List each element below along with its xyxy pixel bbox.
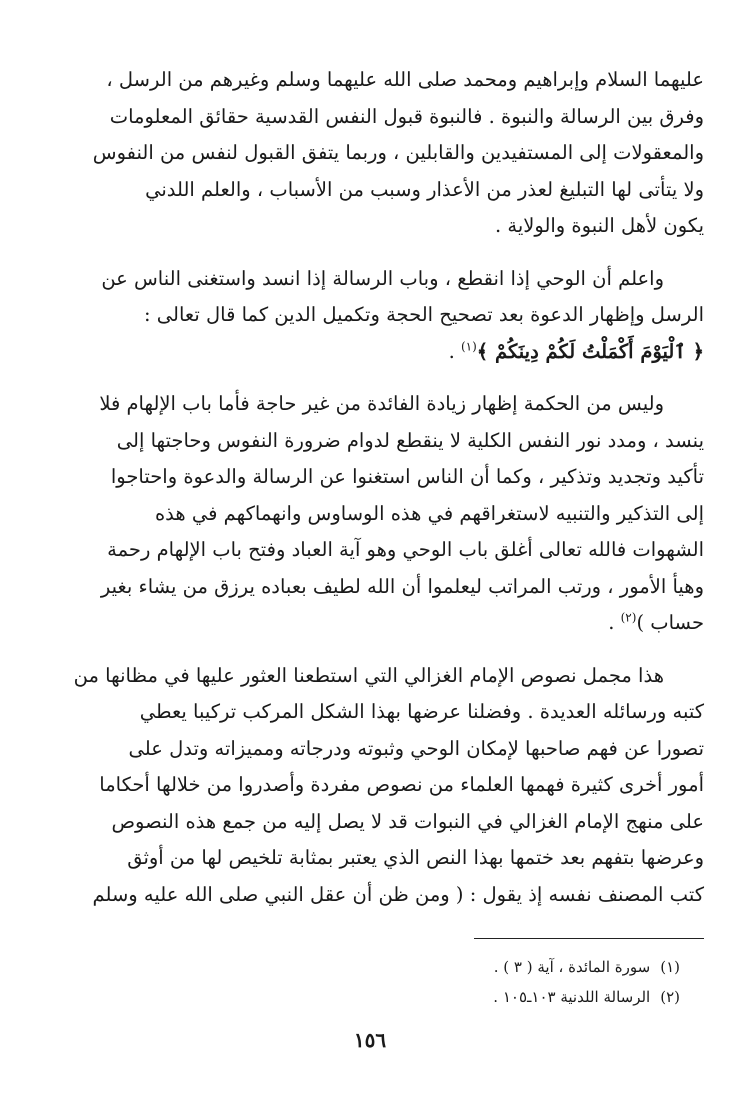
footnote-1	[493, 952, 680, 982]
line-end: .	[608, 611, 621, 634]
text-line: كتب المصنف نفسه إذ يقول : ( ومن ظن أن عقل النبي صلى الله عليه وسلم	[92, 882, 704, 906]
body-text	[36, 62, 704, 929]
text-line: الشهوات فالله تعالى أغلق باب الوحي وهو آية العباد وفتح باب الإلهام رحمة	[107, 538, 704, 561]
last-line-text: حساب )	[636, 611, 704, 634]
paragraph-3	[36, 386, 704, 642]
paragraph-4	[36, 658, 704, 914]
text-line: هذا مجمل نصوص الإمام الغزالي التي استطعنا العثور عليها في مظانها من	[73, 663, 664, 687]
text-line: إلى التذكير والتنبيه لاستغراقهم في هذه الوساوس وانهماكهم في هذه	[154, 501, 704, 525]
footnote-number: (١)	[660, 958, 680, 976]
footnote-number: (٢)	[660, 988, 680, 1006]
paragraph-1	[36, 62, 704, 245]
text-line: على منهج الإمام الغزالي في النبوات قد لا يصل إليه من جمع هذه النصوص	[111, 809, 704, 833]
footnote-ref: (٢)	[620, 610, 637, 625]
footnotes	[493, 952, 680, 1012]
text-line: تصورا عن فهم صاحبها لإمكان الوحي وثبوته ودرجاته ومميزاته وتدل على	[128, 736, 704, 760]
text-line: الرسل وإظهار الدعوة بعد تصحيح الحجة وتكميل الدين كما قال تعالى :	[144, 303, 704, 326]
text-line: ينسد ، ومدد نور النفس الكلية لا ينقطع لدوام ضرورة النفوس وحاجتها إلى	[116, 428, 704, 452]
footnote-separator	[474, 938, 704, 939]
text-line: عليهما السلام وإبراهيم ومحمد صلى الله عليهما وسلم وغيرهم من الرسل ،	[106, 68, 704, 91]
text-line: كتبه ورسائله العديدة . وفضلنا عرضها بهذا الشكل المركب تركيبا يعطي	[139, 700, 704, 723]
paragraph-2	[36, 261, 704, 371]
footnote-ref: (١)	[460, 339, 477, 353]
verse-end: .	[448, 339, 461, 363]
footnote-2	[493, 982, 680, 1012]
text-line: وليس من الحكمة إظهار زيادة الفائدة من غير حاجة فأما باب الإلهام فلا	[99, 392, 664, 415]
text-line: وفرق بين الرسالة والنبوة . فالنبوة قبول النفس القدسية حقائق المعلومات	[109, 104, 704, 128]
verse-line	[36, 334, 704, 371]
text-line	[36, 605, 704, 642]
text-line: أمور أخرى كثيرة فهمها العلماء من نصوص مفردة وأصدروا من خلالها أحكاما	[99, 773, 704, 796]
text-line: ولا يتأتى لها التبليغ لعذر من الأعذار وسبب من الأسباب ، والعلم اللدني	[145, 177, 704, 201]
text-line: والمعقولات إلى المستفيدين والقابلين ، وربما يتفق القبول لنفس من النفوس	[92, 141, 704, 164]
text-line: وهيأ الأمور ، ورتب المراتب ليعلموا أن الله لطيف بعباده يرزق من يشاء بغير	[100, 574, 704, 598]
quran-verse: ﴿ ٱلْيَوْمَ أَكْمَلْتُ لَكُمْ دِينَكُمْ ﴾	[476, 339, 704, 363]
footnote-text: الرسالة اللدنية ١٠٣ـ١٠٥ .	[493, 988, 651, 1006]
footnote-text: سورة المائدة ، آية ( ٣ ) .	[493, 958, 651, 976]
text-line: وعرضها بتفهم بعد ختمها بهذا النص الذي يعتبر بمثابة تلخيص لها من أوثق	[127, 846, 704, 869]
text-line: واعلم أن الوحي إذا انقطع ، وباب الرسالة إذا انسد واستغنى الناس عن	[101, 266, 664, 290]
page-number: ١٥٦	[353, 1028, 387, 1052]
text-line: تأكيد وتجديد وتذكير ، وكما أن الناس استغنوا عن الرسالة والدعوة واحتاجوا	[110, 465, 704, 488]
text-line: يكون لأهل النبوة والولاية .	[494, 214, 704, 237]
